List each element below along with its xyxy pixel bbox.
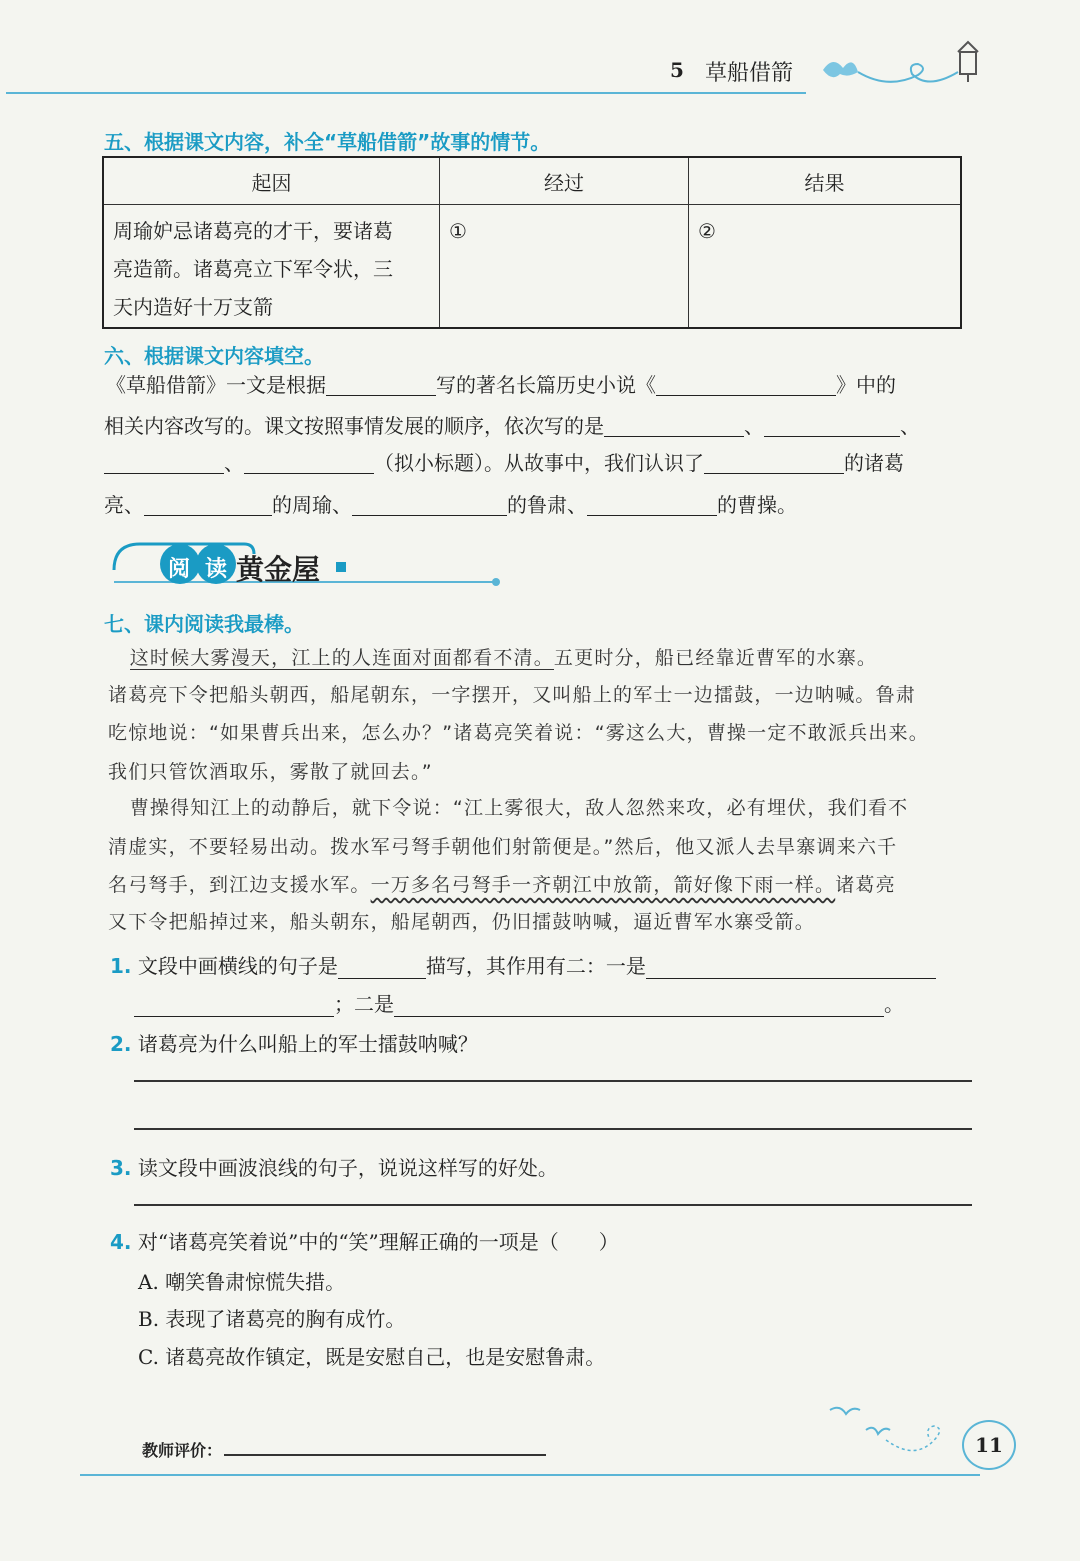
text: 的周瑜、 — [272, 493, 352, 517]
header-cause: 起因 — [103, 157, 440, 205]
section-5-title: 五、根据课文内容，补全“草船借箭”故事的情节。 — [104, 130, 551, 154]
blank-zhouyu[interactable] — [144, 495, 272, 516]
option-c[interactable]: C. 诸葛亮故作镇定，既是安慰自己，也是安慰鲁肃。 — [138, 1345, 606, 1369]
text: 写的著名长篇历史小说《 — [436, 373, 656, 397]
teacher-eval-label: 教师评价： — [142, 1441, 223, 1460]
text: 、 — [224, 451, 244, 475]
result-answer-cell[interactable] — [689, 205, 962, 329]
header-result: 结果 — [689, 157, 962, 205]
mark-2: ② — [698, 219, 716, 243]
mark-1: ① — [449, 219, 467, 243]
passage-line: 清虚实，不要轻易出动。拨水军弓弩手朝他们射箭便是。”然后，他又派人去旱寨调来六千 — [108, 836, 898, 858]
wavy-sentence: 一万多名弓弩手一齐朝江中放箭，箭好像下雨一样。 — [370, 874, 836, 896]
blank-subtitle-2[interactable] — [764, 416, 900, 437]
fill-line-2 — [104, 415, 920, 437]
text: 的曹操。 — [717, 493, 797, 517]
option-a[interactable]: A. 嘲笑鲁肃惊慌失措。 — [138, 1270, 346, 1294]
answer-line-q3[interactable] — [134, 1204, 972, 1206]
blank-subtitle-4[interactable] — [244, 453, 374, 474]
blank-subtitle-3[interactable] — [104, 453, 224, 474]
text: 亮、 — [104, 493, 144, 517]
cause-line: 周瑜妒忌诸葛亮的才干，要诸葛 — [113, 219, 393, 243]
answer-line-q2[interactable] — [134, 1128, 972, 1130]
banner-char-a: 阅 — [168, 557, 191, 582]
q-number: 4. — [110, 1230, 132, 1254]
banner-char-b: 读 — [205, 557, 228, 582]
text: 名弓弩手，到江边支援水军。 — [108, 874, 371, 896]
answer-line-q2[interactable] — [134, 1080, 972, 1082]
banner-title: 黄金屋 — [236, 553, 321, 586]
header-rule — [6, 92, 806, 94]
text: 文段中画横线的句子是 — [137, 954, 338, 978]
blank-q1-effect2[interactable] — [394, 996, 884, 1017]
text: 的诸葛 — [844, 451, 904, 475]
header-process: 经过 — [440, 157, 689, 205]
q-number: 1. — [110, 954, 132, 978]
q-number: 3. — [110, 1156, 132, 1180]
text: 五更时分，船已经靠近曹军的水寨。 — [553, 647, 878, 669]
text: 相关内容改写的。课文按照事情发展的顺序，依次写的是 — [104, 414, 604, 438]
passage-line: 我们只管饮酒取乐，雾散了就回去。” — [108, 761, 433, 783]
fill-line-1 — [106, 374, 896, 396]
text: 诸葛亮 — [835, 874, 896, 896]
blank-q1-type[interactable] — [338, 958, 426, 979]
question-1-cont — [134, 988, 904, 1017]
question-1 — [110, 950, 936, 979]
text: ；二是 — [334, 992, 394, 1016]
question-3 — [110, 1152, 558, 1181]
text: 《草船借箭》一文是根据 — [106, 373, 326, 397]
text: 、 — [900, 414, 920, 438]
blank-caocao[interactable] — [587, 495, 717, 516]
section-6-title: 六、根据课文内容填空。 — [104, 344, 324, 368]
page-number: 11 — [962, 1420, 1016, 1470]
question-4 — [110, 1226, 619, 1255]
section-7-title: 七、课内阅读我最棒。 — [104, 612, 304, 636]
blank-q1-effect1[interactable] — [646, 958, 936, 979]
passage-line: 又下令把船掉过来，船头朝东，船尾朝西，仍旧擂鼓呐喊，逼近曹军水寨受箭。 — [108, 911, 816, 933]
lesson-number: 5 — [670, 58, 684, 82]
birds-decoration-icon — [826, 1400, 966, 1470]
process-answer-cell[interactable] — [440, 205, 689, 329]
plot-table — [102, 156, 962, 329]
text: （拟小标题）。从故事中，我们认识了 — [374, 451, 704, 475]
question-2 — [110, 1028, 478, 1057]
teacher-eval-line[interactable] — [224, 1454, 546, 1456]
text: 的鲁肃、 — [507, 493, 587, 517]
text: 曹操得知江上的动静后，就下令说：“江上雾很大，敌人忽然来攻，必有埋伏，我们看不 — [129, 797, 909, 819]
passage-line: 诸葛亮下令把船头朝西，船尾朝东，一字摆开，又叫船上的军士一边擂鼓，一边呐喊。鲁肃 — [108, 684, 917, 706]
text: 读文段中画波浪线的句子，说说这样写的好处。 — [137, 1156, 558, 1180]
text: 》中的 — [836, 373, 896, 397]
blank-lusu[interactable] — [352, 495, 507, 516]
blank-novel[interactable] — [656, 375, 836, 396]
passage-line — [108, 870, 988, 897]
text: 、 — [744, 414, 764, 438]
text: 。 — [884, 992, 904, 1016]
passage-line — [108, 793, 988, 820]
cause-line: 天内造好十万支箭 — [113, 295, 273, 319]
passage-line: 吃惊地说：“如果曹兵出来，怎么办？”诸葛亮笑着说：“雾这么大，曹操一定不敢派兵出来。 — [108, 722, 929, 744]
blank-author[interactable] — [326, 375, 436, 396]
cause-line: 亮造箭。诸葛亮立下军令状，三 — [113, 257, 393, 281]
text: 描写，其作用有二：一是 — [425, 954, 646, 978]
q-number: 2. — [110, 1032, 132, 1056]
text: 诸葛亮为什么叫船上的军士擂鼓呐喊？ — [137, 1032, 478, 1056]
blank-subtitle-1[interactable] — [604, 416, 744, 437]
blank-zhuge[interactable] — [704, 453, 844, 474]
footer-rule — [80, 1474, 980, 1476]
option-b[interactable]: B. 表现了诸葛亮的胸有成竹。 — [138, 1307, 406, 1331]
underlined-sentence: 这时候大雾漫天，江上的人连面对面都看不清。 — [129, 647, 554, 669]
blank-q1-effect1-cont[interactable] — [134, 996, 334, 1017]
fill-line-3 — [104, 452, 904, 474]
cause-cell — [103, 205, 440, 329]
butterfly-lamp-decoration-icon — [808, 30, 1008, 100]
lesson-title: 草船借箭 — [705, 61, 794, 86]
text: 对“诸葛亮笑着说”中的“笑”理解正确的一项是（ ） — [137, 1230, 619, 1254]
passage-line — [108, 643, 988, 670]
fill-line-4 — [104, 494, 797, 516]
